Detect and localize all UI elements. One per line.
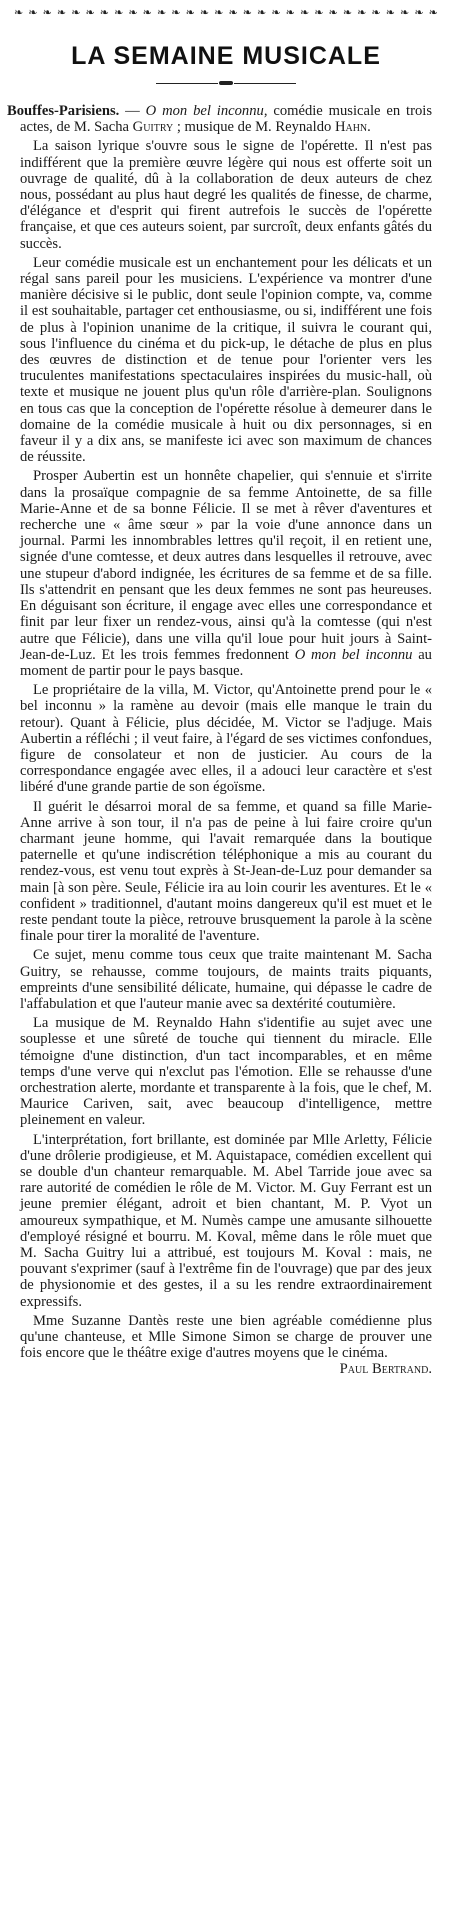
paragraph-2: Leur comédie musicale est un enchantement pour les délicats et un régal sans pareil pour les musiciens. L'expérience va montrer d'une manière décisive si le public, dont seule l'opinion compte, va, comme il est souhaitable, partager cet enthousiasme, ou si, indifférent une fois de plus à l'opinion unanime de la critique, il suivra le courant qui, sous l'influence du cinéma et du pick-up, le détache de plus en plus des œuvres de distinction et de tenue pour l'orienter vers les truculentes manifestations spectaculaires inspirées du music-hall, où texte et musique ne jouent plus qu'un rôle d'arrière-plan. Soulignons en tous cas que la conception de l'opérette résolue à demeurer dans le domaine de la comédie musicale à huit ou dix personnages, si en faveur il y a dix ans, se manifeste ici avec son maximum de chances de réussite. — [20, 254, 432, 466]
title-rule — [20, 81, 432, 85]
music-description: ; musique de M. Reynaldo — [173, 119, 335, 136]
ornament-icon: ❧ — [357, 7, 367, 19]
ornament-icon: ❧ — [128, 7, 138, 19]
ornament-icon: ❧ — [428, 7, 438, 19]
ornament-icon: ❧ — [285, 7, 295, 19]
paragraph-3 — [20, 468, 432, 679]
ornament-icon: ❧ — [185, 7, 195, 19]
page-title: LA SEMAINE MUSICALE — [71, 42, 381, 70]
ornament-icon: ❧ — [299, 7, 310, 19]
ornament-icon: ❧ — [214, 7, 224, 19]
paragraph-8: L'interprétation, fort brillante, est dominée par Mlle Arletty, Félicie d'une drôlerie prodigieuse, et M. Aquistapace, comédien excellent qui se double d'un chanteur remarquable. M. Abel Tarride joue avec sa rare autorité de comédien le rôle de M. Victor. M. Guy Ferrant est un jeune premier élégant, adroit et bien chantant, M. P. Vyot un amoureux sympathique, et M. Numès campe une amusante silhouette d'employé résigné et bourru. M. Koval, même dans le rôle muet que M. Sacha Guitry lui a attribué, est toujours M. Koval : mais, ne pouvant s'exprimer (sauf à l'extrême fin de l'ouvrage) que par des jeux de physionomie et des gestes, il a su les rendre extraordinairement expressifs. — [20, 1131, 432, 1310]
article-body — [7, 103, 432, 1378]
ornament-icon: ❧ — [371, 7, 381, 19]
ornament-icon: ❧ — [156, 7, 167, 19]
ornament-icon: ❧ — [314, 7, 324, 19]
ornament-icon: ❧ — [14, 7, 24, 19]
paragraph-3-text: Prosper Aubertin est un honnête chapelier, qui s'ennuie et s'irrite dans la prosaïque compagnie de sa femme Antoinette, de sa fille Marie-Anne et de sa bonne Félicie. Il se met à rêver d'aventures et recherche une « âme sœur » par la voie d'une annonce dans un journal. Parmi les innombrables lettres qu'il reçoit, il en retient une, signée d'une comtesse, et deux autres dans lesquelles il retrouve, avec une stupeur d'abord indignée, les écritures de sa femme et de sa fille. Ils s'attendrit en pensant que les deux femmes ne sont pas heureuses. En déguisant son écriture, il engage avec elles une correspondance et finit par leur fixer un rendez-vous, ainsi qu'à la comtesse (qui n'est autre que Félicie), dans une villa qu'il loue pour huit jours à Saint-Jean-de-Luz. Et les trois femmes fredonnent — [20, 468, 432, 663]
librettist-name: Guitry — [132, 119, 174, 136]
rule-line-left — [156, 83, 218, 84]
paragraph-4: Le propriétaire de la villa, M. Victor, qu'Antoinette prend pour le « bel inconnu » la ramène au devoir (mais elle manque le train du retour). Quant à Félicie, plus décidée, M. Victor se l'adjuge. Mais Aubertin a réfléchi ; il veut faire, à l'égard de ses victimes confondues, figure de consolateur et non de justicier. Au cours de la correspondance engagée avec elles, il a adouci leur caractère et s'est libéré d'une grande partie de son égoïsme. — [20, 682, 432, 796]
ornament-border — [14, 6, 438, 20]
ornament-icon: ❧ — [242, 7, 252, 19]
signature: Paul Bertrand. — [339, 1361, 432, 1378]
ornament-icon: ❧ — [99, 7, 109, 19]
paragraph-7: La musique de M. Reynaldo Hahn s'identifie au sujet avec une souplesse et une sûreté de touche qui tiennent du miracle. Elle témoigne d'une distinction, d'un tact incomparables, et en même temps d'une verve qui n'exclut pas l'émotion. Elle se rehausse d'une orchestration alerte, mordante et transparente à la fois, que le chef, M. Maurice Cariven, sait, avec beaucoup d'intelligence, mettre pleinement en valeur. — [20, 1015, 432, 1129]
article-lead — [7, 103, 432, 136]
paragraph-5: Il guérit le désarroi moral de sa femme, et quand sa fille Marie-Anne arrive à son tour, il n'a pas de peine à lui faire croire qu'un charmant jeune homme, qui l'avait remarquée dans la boutique paternelle et qu'une indiscrétion téléphonique a mis au courant du rendez-vous, est venu tout exprès à St-Jean-de-Luz pour demander sa main [à son père. Seule, Félicie ira au loin courir les aventures. Et le « confident » traditionnel, d'autant moins dangereux qu'il est muet et le reste pendant toute la pièce, retrouve brusquement la parole à la scène finale pour tirer la moralité de l'aventure. — [20, 798, 432, 945]
paragraph-3-italic: O mon bel inconnu — [294, 646, 413, 663]
ornament-icon: ❧ — [42, 7, 52, 19]
ornament-icon: ❧ — [28, 7, 38, 19]
ornament-icon: ❧ — [171, 7, 181, 19]
ornament-icon: ❧ — [85, 7, 95, 19]
paragraph-9-text: Mme Suzanne Dantès reste une bien agréable comédienne plus qu'une chanteuse, et Mlle Simone Simon se charge de prouver une fois encore que le théâtre exige d'autres moyens que le cinéma. — [20, 1312, 432, 1362]
ornament-icon: ❧ — [400, 7, 410, 19]
ornament-icon: ❧ — [271, 7, 281, 19]
work-title: O mon bel inconnu — [145, 103, 264, 119]
ornament-icon: ❧ — [228, 7, 238, 19]
composer-name: Hahn — [334, 119, 368, 136]
rule-ornament — [219, 81, 233, 85]
paragraph-9 — [20, 1313, 432, 1378]
ornament-icon: ❧ — [328, 7, 338, 19]
paragraph-1: La saison lyrique s'ouvre sous le signe de l'opérette. Il n'est pas indifférent que la première œuvre légère qui nous est offerte soit un ouvrage de qualité, dû à la collaboration de deux auteurs de chez nous, possédant au plus haut degré les qualités de finesse, de charme, d'élégance et d'esprit qui firent autrefois le succès de l'opérette française, et que ces auteurs soient, par surcroît, deux enfants gâtés du succès. — [20, 138, 432, 252]
ornament-icon: ❧ — [342, 7, 353, 19]
lead-dash: — — [119, 103, 146, 119]
venue-name: Bouffes-Parisiens. — [7, 103, 120, 119]
paragraph-3-tail: au moment de partir pour le pays basque. — [20, 646, 432, 679]
ornament-icon: ❧ — [199, 7, 210, 19]
ornament-icon: ❧ — [71, 7, 81, 19]
ornament-icon: ❧ — [114, 7, 124, 19]
rule-line-right — [234, 83, 296, 84]
work-description: , comédie musicale en trois actes, de M. Sacha — [20, 103, 432, 136]
ornament-icon: ❧ — [257, 7, 267, 19]
ornament-icon: ❧ — [385, 7, 395, 19]
ornament-icon: ❧ — [142, 7, 152, 19]
paragraph-6: Ce sujet, menu comme tous ceux que traite maintenant M. Sacha Guitry, se rehausse, comme toujours, de maints traits piquants, empreints d'une sensibilité délicate, humaine, qui dépasse le cadre de l'affabulation et que l'auteur manie avec sa dextérité coutumière. — [20, 947, 432, 1012]
ornament-icon: ❧ — [56, 7, 67, 19]
lead-period: . — [367, 119, 371, 136]
ornament-icon: ❧ — [414, 7, 424, 19]
